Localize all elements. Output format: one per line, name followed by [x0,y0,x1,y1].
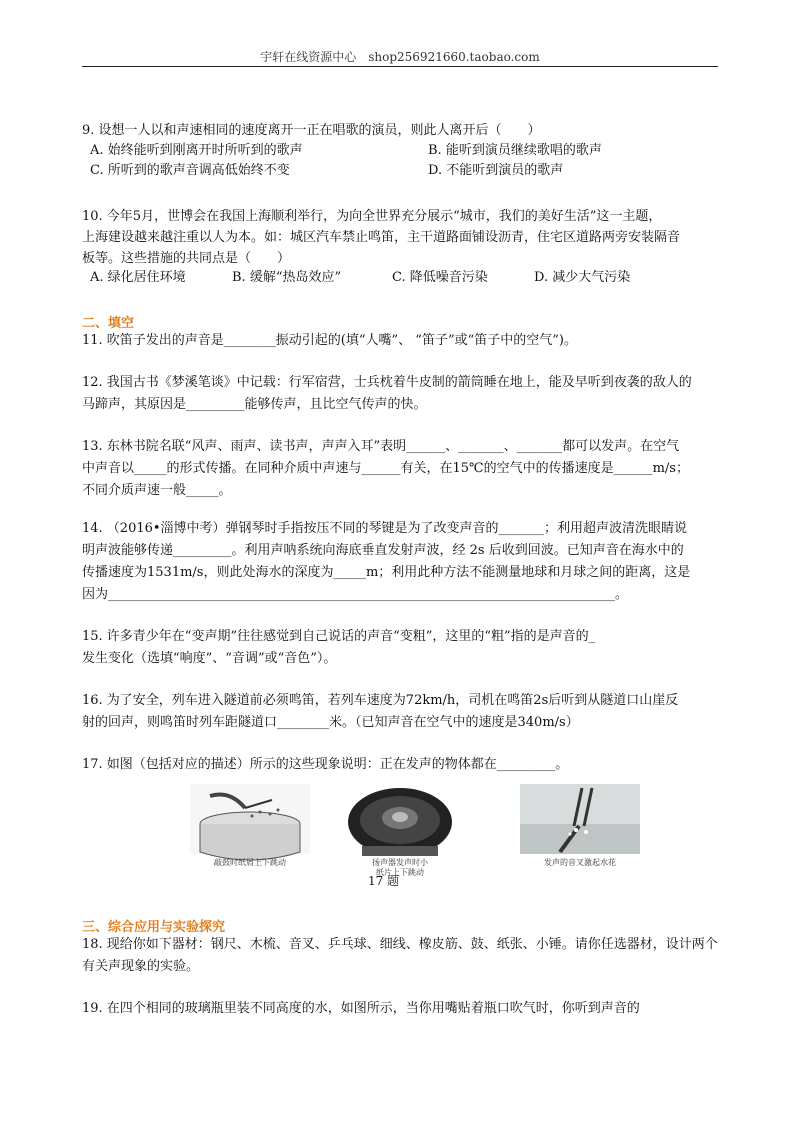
question-14-line3: 传播速度为1531m/s，则此处海水的深度为_____m；利用此种方法不能测量地球和月球之间的距离，这是 [82,565,691,580]
header-rule [82,66,718,67]
question-13-line2: 中声音以_____的形式传播。在同种介质中声速与______有关，在15℃的空气中的传播速度是______m/s； [82,461,689,476]
question-12-line2: 马蹄声，其原因是_________能够传声，且比空气传声的快。 [82,397,427,412]
question-15-line2: 发生变化（选填“响度”、“音调”或“音色”）。 [82,651,337,666]
question-10-option-d: D. 减少大气污染 [534,270,631,285]
section-application-heading: 三、综合应用与实验探究 [82,920,226,935]
question-19: 19. 在四个相同的玻璃瓶里装不同高度的水，如图所示，当你用嘴贴着瓶口吹气时，你听到声音的 [82,1001,640,1016]
question-17: 17. 如图（包括对应的描述）所示的这些现象说明：正在发声的物体都在_________。 [82,757,569,772]
question-10-option-c: C. 降低噪音污染 [392,270,488,285]
question-14-line1: 14. （2016•淄博中考）弹钢琴时手指按压不同的琴键是为了改变声音的_______；利用超声波清洗眼睛说 [82,521,688,536]
question-9-option-c: C. 所听到的歌声音调高低始终不变 [90,163,290,178]
question-16-line1: 16. 为了安全，列车进入隧道前必须鸣笛，若列车速度为72km/h，司机在鸣笛2s后听到从隧道口山崖反 [82,693,679,708]
question-14-line4: 因为______________________________________________________________________________。 [82,587,628,602]
question-9-option-b: B. 能听到演员继续歌唱的歌声 [428,143,602,158]
question-9-option-a: A. 始终能听到刚离开时所听到的歌声 [90,143,303,158]
page-header: 宇轩在线资源中心 shop256921660.taobao.com [260,50,540,64]
question-12-line1: 12. 我国古书《梦溪笔谈》中记载：行军宿营，士兵枕着牛皮制的箭筒睡在地上，能及早听到夜袭的敌人的 [82,375,692,390]
drum-figure-caption: 敲鼓时纸屑上下跳动 [214,858,286,867]
question-10-line1: 10. 今年5月，世博会在我国上海顺利举行，为向全世界充分展示“城市，我们的美好生活”这一主题， [82,209,662,224]
question-13-line3: 不同介质声速一般_____。 [82,483,232,498]
question-18-line2: 有关声现象的实验。 [82,959,200,974]
question-10-option-a: A. 绿化居住环境 [90,270,186,285]
question-10-line3: 板等。这些措施的共同点是（ ） [82,251,291,266]
question-10-option-b: B. 缓解“热岛效应” [232,270,342,285]
question-13-line1: 13. 东林书院名联“风声、雨声、读书声，声声入耳”表明______、_______、_______都可以发声。在空气 [82,439,680,454]
question-14-line2: 明声波能够传递_________。利用声呐系统向海底垂直发射声波，经 2s 后收到回波。已知声音在海水中的 [82,543,684,558]
speaker-figure-caption-line2: 纸片上下跳动 [376,868,424,877]
tuning-fork-figure-caption: 发声的音叉激起水花 [544,858,616,867]
question-10-line2: 上海建设越来越注重以人为本。如：城区汽车禁止鸣笛，主干道路面铺设沥青，住宅区道路两旁安装隔音 [82,230,681,245]
question-9-stem: 9. 设想一人以和声速相同的速度离开一正在唱歌的演员，则此人离开后（ ） [82,123,541,138]
question-11: 11. 吹笛子发出的声音是________振动引起的(填“人嘴”、 “笛子”或“笛子中的空气”)。 [82,333,577,348]
question-15-line1: 15. 许多青少年在“变声期”往往感觉到自己说话的声音“变粗”，这里的“粗”指的是声音的_ [82,629,596,644]
speaker-figure-caption-line1: 扬声器发声时小 [372,858,428,867]
question-16-line2: 射的回声，则鸣笛时列车距隧道口________米。（已知声音在空气中的速度是340m/s） [82,715,579,730]
question-9-option-d: D. 不能听到演员的歌声 [428,163,564,178]
figure-number-label: 17 题 [368,874,400,888]
question-18-line1: 18. 现给你如下器材：钢尺、木梳、音叉、乒乓球、细线、橡皮筋、鼓、纸张、小锤。请你任选器材，设计两个 [82,937,718,952]
section-fill-blank-heading: 二、填空 [82,316,135,331]
